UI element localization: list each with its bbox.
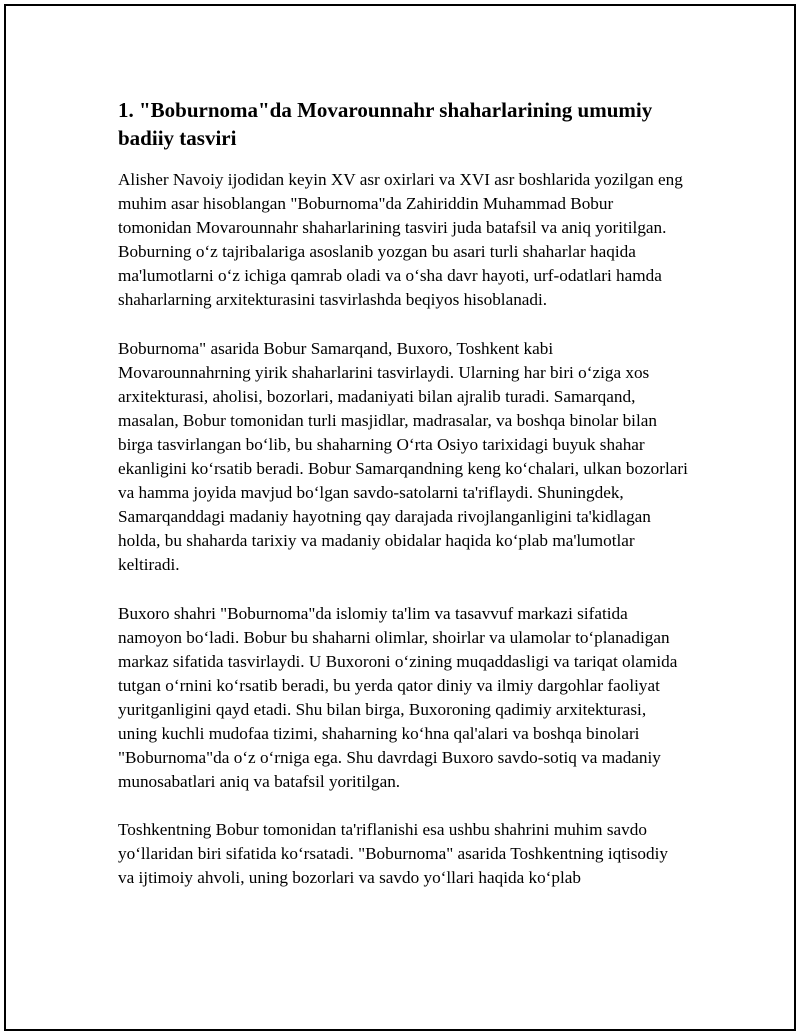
document-body xyxy=(118,96,688,915)
paragraph-buxoro: Buxoro shahri "Boburnoma"da islomiy ta'lim va tasavvuf markazi sifatida namoyon bo‘ladi. Bobur bu shaharni olimlar, shoirlar va ulamolar to‘planadigan markaz sifatida tasvirlaydi. U Buxoroni o‘zining muqaddasligi va tariqat olamida tutgan o‘rnini ko‘rsatib beradi, bu yerda qator diniy va ilmiy dargohlar faoliyat yuritganligini qayd etadi. Shu bilan birga, Buxoroning qadimiy arxitekturasi, uning kuchli mudofaa tizimi, shaharning ko‘hna qal'alari va boshqa binolari "Boburnoma"da o‘z o‘rniga ega. Shu davrdagi Buxoro savdo-sotiq va madaniy munosabatlari aniq va batafsil yoritilgan. xyxy=(118,603,678,792)
paragraph-intro: Alisher Navoiy ijodidan keyin XV asr oxirlari va XVI asr boshlarida yozilgan eng muhim asar hisoblangan "Boburnoma"da Zahiriddin Muhammad Bobur tomonidan Movarounnahr shaharlarining tasviri juda batafsil va aniq yoritilgan. Boburning o‘z tajribalariga asoslanib yozgan bu asari turli shaharlar haqida ma'lumotlarni o‘z ichiga qamrab oladi va o‘sha davr hayoti, urf-odatlari hamda shaharlarning arxitekturasini tasvirlashda beqiyos hisoblanadi. xyxy=(118,170,683,310)
paragraph-toshkent: Toshkentning Bobur tomonidan ta'riflanishi esa ushbu shahrini muhim savdo yo‘llaridan biri sifatida ko‘rsatadi. "Boburnoma" asarida Toshkentning iqtisodiy va ijtimoiy ahvoli, uning bozorlari va savdo yo‘llari haqida ko‘plab xyxy=(118,820,668,888)
section-heading: 1. "Boburnoma"da Movarounnahr shaharlarining umumiy badiiy tasviri xyxy=(118,98,653,150)
paragraph-samarqand: Boburnoma" asarida Bobur Samarqand, Buxoro, Toshkent kabi Movarounnahrning yirik shaharlarini tasvirlaydi. Ularning har biri o‘ziga xos arxitekturasi, aholisi, bozorlari, madaniyati bilan ajralib turadi. Samarqand, masalan, Bobur tomonidan turli masjidlar, madrasalar, va boshqa binolar bilan birga tasvirlangan bo‘lib, bu shaharning O‘rta Osiyo tarixidagi buyuk shahar ekanligini ko‘rsatib beradi. Bobur Samarqandning keng ko‘chalari, ulkan bozorlari va hamma joyida mavjud bo‘lgan savdo-satolarni ta'riflaydi. Shuningdek, Samarqanddagi madaniy hayotning qay darajada rivojlanganligini ta'kidlagan holda, bu shaharda tarixiy va madaniy obidalar haqida ko‘plab ma'lumotlar keltiradi. xyxy=(118,338,688,575)
